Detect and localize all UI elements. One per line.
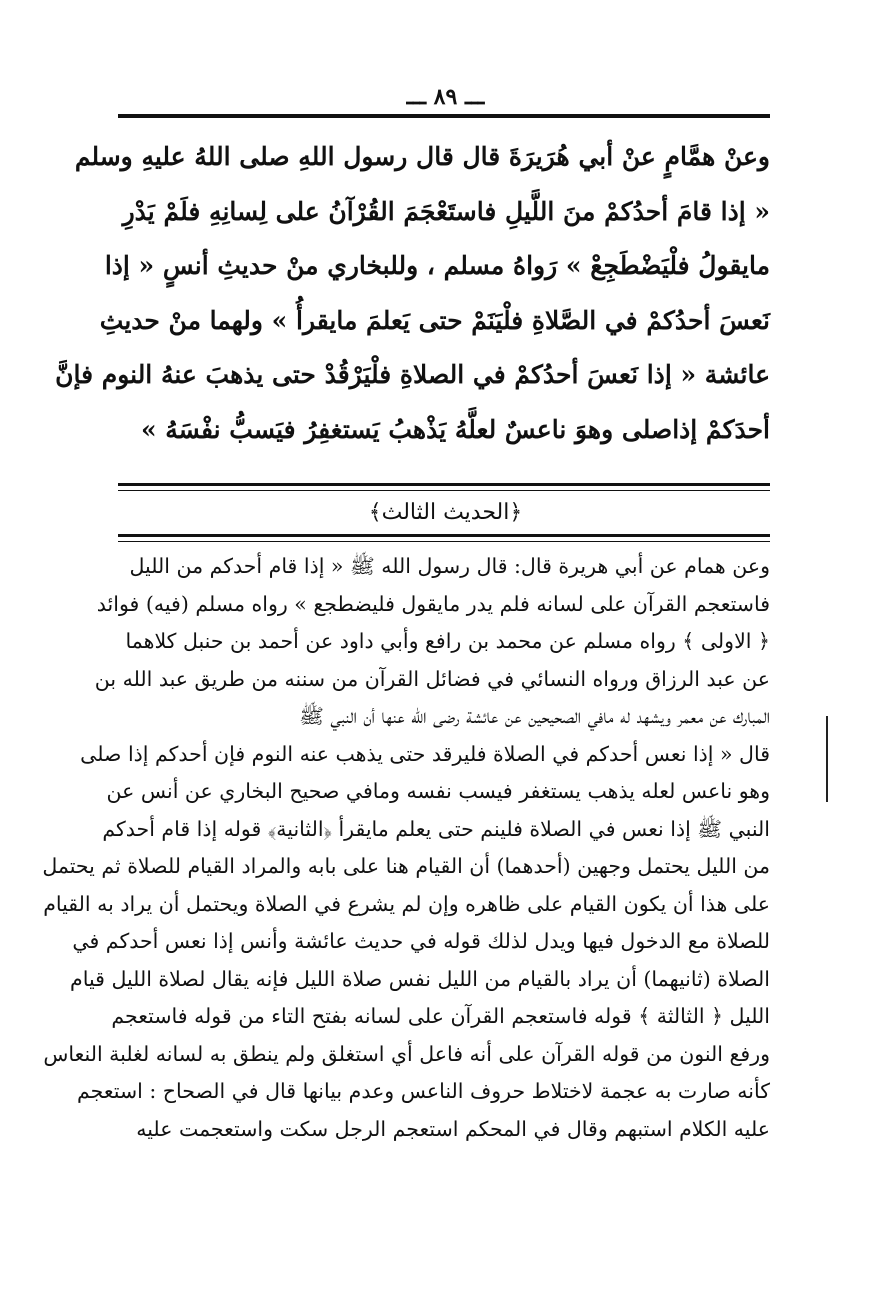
hadith-line: نَعسَ أحدُكمْ في الصَّلاةِ فلْيَنَمْ حتى يَعلمَ مايقرأُ » ولهما منْ حديثِ [99,305,770,335]
section-rule-top-thin [118,490,770,491]
commentary-line: على هذا أن يكون القيام على ظاهره وإن لم يشرع في الصلاة ويحتمل أن يراد به القيام [43,891,770,916]
hadith-text [55,130,770,457]
commentary-line: الليل ﴿ الثالثة ﴾ قوله فاستعجم القرآن على لسانه بفتح التاء من قوله فاستعجم [111,1004,770,1028]
commentary-text [42,548,770,1148]
section-rule-bottom-thin [118,541,770,542]
margin-mark [826,716,828,802]
section-rule-top-thick [118,483,770,486]
section-rule-bottom-thick [118,534,770,537]
commentary-line: قال « إذا نعس أحدكم في الصلاة فليرقد حتى يذهب عنه النوم فإن أحدكم إذا صلى [80,741,770,766]
commentary-line: ورفع النون من قوله القرآن على أنه فاعل أي استغلق ولم ينطق به لسانه لغلبة النعاس [43,1041,770,1066]
section-heading: ﴿الحديث الثالث﴾ [368,500,523,525]
commentary-line: الصلاة (ثانيهما) أن يراد بالقيام من الليل نفس صلاة الليل فإنه يقال لصلاة الليل قيام [70,966,770,991]
commentary-line: فاستعجم القرآن على لسانه فلم يدر مايقول فليضطجع » رواه مسلم (فيه) فوائد [96,591,770,616]
commentary-line: للصلاة مع الدخول فيها ويدل لذلك قوله في حديث عائشة وأنس إذا نعس أحدكم في [72,929,770,953]
commentary-line: كأنه صارت به عجمة لاختلاط حروف الناعس وعدم بيانها قال في الصحاح : استعجم [77,1079,770,1103]
hadith-line: مايقولُ فلْيَضْطَجِعْ » رَواهُ مسلم ، وللبخاري منْ حديثِ أنسٍ « إذا [104,251,770,280]
hadith-line: « إذا قامَ أحدُكمْ منَ اللَّيلِ فاستَعْجَمَ القُرْآنُ على لِسانِهِ فلَمْ يَدْرِ [122,196,770,226]
commentary-line: النبي ﷺ إذا نعس في الصلاة فلينم حتى يعلم مايقرأ ﴿الثانية﴾ قوله إذا قام أحدكم [102,816,770,841]
hadith-line: عائشة « إذا نَعسَ أحدُكمْ في الصلاةِ فلْيَرْقُدْ حتى يذهبَ عنهُ النوم فإنَّ [55,360,770,389]
commentary-line: المبارك عن معمر ويشهد له مافي الصحيحين عن عائشة رضى الله عنها أن النبي ﷺ [299,704,770,728]
commentary-line: وهو ناعس لعله يذهب يستغفر فيسب نفسه ومافي صحيح البخاري عن أنس عن [106,779,770,803]
hadith-line: وعنْ همَّامٍ عنْ أبي هُرَيرَةَ قال قال رسول اللهِ صلى اللهُ عليهِ وسلم [74,142,770,171]
commentary-line: عن عبد الرزاق ورواه النسائي في فضائل القرآن من سننه من طريق عبد الله بن [94,666,770,691]
hadith-line: أحدَكمْ إذاصلى وهوَ ناعسٌ لعلَّهُ يَذْهبُ يَستغفِرُ فيَسبُّ نفْسَهُ » [140,414,770,444]
page-number: ـــ ٨٩ ـــ [406,84,485,110]
commentary-line: ﴿ الاولى ﴾ رواه مسلم عن محمد بن رافع وأبي داود عن أحمد بن حنبل كلاهما [125,629,770,653]
commentary-line: عليه الكلام استبهم وقال في المحكم استعجم الرجل سكت واستعجمت عليه [136,1116,770,1141]
commentary-line: وعن همام عن أبي هريرة قال: قال رسول الله ﷺ « إذا قام أحدكم من الليل [129,554,770,578]
header-rule [118,114,770,118]
commentary-line: من الليل يحتمل وجهين (أحدهما) أن القيام هنا على بابه والمراد القيام للصلاة ثم يحتمل [42,854,770,878]
